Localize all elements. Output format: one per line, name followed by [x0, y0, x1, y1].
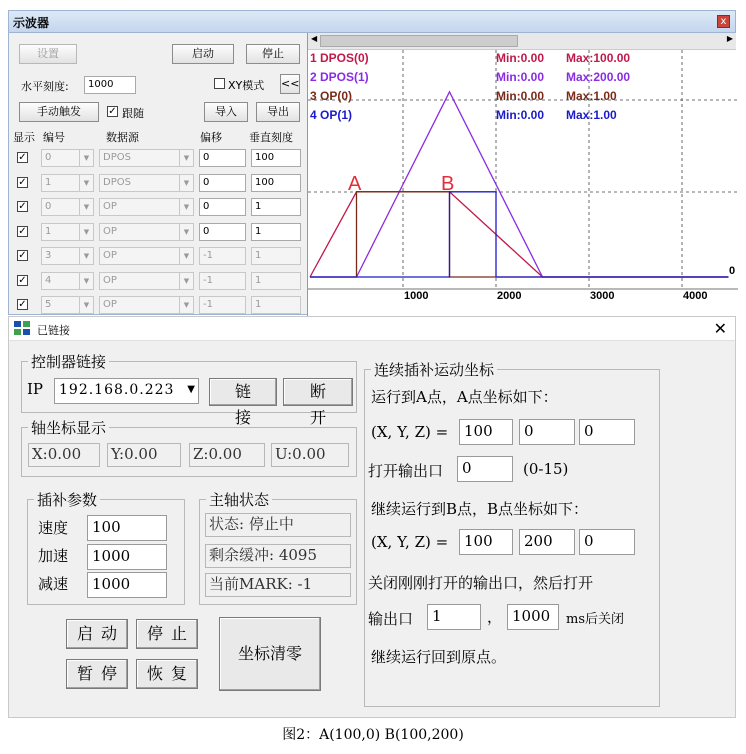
decel-label: 减速: [38, 575, 69, 593]
b-y-input[interactable]: 200: [519, 529, 575, 555]
channel-number-value: 1: [45, 176, 52, 188]
axis-z-readout: Z:0.00: [189, 443, 265, 467]
figure-caption: 图2：A(100,0) B(100,200): [282, 727, 464, 743]
open-output-input[interactable]: 0: [457, 456, 513, 482]
channel-source-value: DPOS: [103, 176, 131, 188]
horizontal-scrollbar[interactable]: [308, 33, 736, 50]
chevron-down-icon: ▼: [79, 175, 93, 191]
link-button[interactable]: 链 接: [209, 378, 277, 406]
controller-link-legend: 控制器链接: [31, 353, 107, 371]
col-vscale: 垂直刻度: [249, 131, 293, 144]
channel-offset-input[interactable]: 0: [199, 149, 246, 167]
channel-offset-input[interactable]: 0: [199, 198, 246, 216]
import-button[interactable]: 导入: [204, 102, 248, 122]
channel-show-checkbox[interactable]: ✓: [18, 225, 27, 237]
channel-number-value: 3: [45, 250, 52, 261]
resume-button[interactable]: 恢复: [136, 659, 198, 689]
open-output-label: 打开输出口: [368, 462, 444, 480]
control-dialog: [8, 316, 736, 718]
legend-min: Min:0.00: [496, 70, 545, 84]
scroll-thumb[interactable]: [320, 35, 518, 47]
delay-input[interactable]: 1000: [507, 604, 559, 630]
close-icon[interactable]: x: [717, 15, 730, 28]
channel-number-select[interactable]: [41, 149, 94, 167]
col-offset: 偏移: [200, 131, 222, 144]
channel-source-value: DPOS: [103, 152, 131, 163]
legend-max: Max:1.00: [566, 108, 617, 122]
channel-source-select[interactable]: [99, 247, 194, 265]
app-logo-icon: [14, 321, 30, 335]
channel-source-value: OP: [103, 274, 117, 286]
zero-label: 0: [729, 265, 736, 277]
window-title: 示波器: [13, 16, 50, 30]
follow-label: 跟随: [122, 107, 144, 120]
channel-source-value: OP: [103, 250, 117, 261]
channel-source-value: OP: [103, 299, 117, 310]
channel-offset-input[interactable]: 0: [199, 174, 246, 192]
chevron-down-icon: ▼: [79, 273, 93, 289]
speed-label: 速度: [38, 519, 69, 537]
comma-text: ，: [487, 608, 503, 626]
accel-input[interactable]: 1000: [87, 544, 167, 570]
channel-number-value: 4: [45, 274, 52, 286]
xy-mode-checkbox[interactable]: [214, 78, 225, 89]
channel-number-select[interactable]: [41, 272, 94, 290]
x-tick-label: 4000: [683, 290, 708, 302]
series-line: [310, 192, 729, 277]
step-output-text: 关闭刚刚打开的输出口，然后打开: [368, 574, 594, 592]
b-x-input[interactable]: 100: [459, 529, 513, 555]
series-line: [310, 192, 729, 277]
chevron-down-icon: ▼: [79, 199, 93, 215]
channel-number-value: 0: [45, 152, 52, 163]
channel-source-select[interactable]: [99, 272, 194, 290]
scroll-right-icon[interactable]: ▶: [726, 34, 733, 43]
output-range-hint: (0-15): [523, 460, 569, 478]
chevron-down-icon: ▼: [179, 273, 193, 289]
step-b-text: 继续运行到B点，B点坐标如下：: [371, 500, 589, 518]
channel-source-select[interactable]: [99, 149, 194, 167]
chevron-down-icon: ▼: [79, 224, 93, 240]
axis-y-readout: Y:0.00: [107, 443, 181, 467]
channel-source-value: OP: [103, 225, 117, 237]
step-a-text: 运行到A点，A点坐标如下：: [371, 388, 558, 406]
channel-show-checkbox[interactable]: ✓: [18, 176, 27, 188]
oscilloscope-titlebar: [9, 11, 735, 33]
clear-coords-button[interactable]: 坐标清零: [219, 617, 321, 691]
dialog-titlebar: [9, 317, 735, 341]
legend-min: Min:0.00: [496, 51, 545, 65]
chevron-down-icon: ▼: [187, 384, 196, 395]
channel-vscale-input[interactable]: 1: [251, 296, 301, 314]
oscilloscope-window: [8, 10, 736, 315]
chevron-down-icon: ▼: [179, 199, 193, 215]
channel-offset-input[interactable]: -1: [199, 272, 246, 290]
xy-mode-label: XY模式: [228, 79, 265, 92]
channel-number-select[interactable]: [41, 174, 94, 192]
export-button[interactable]: 导出: [256, 102, 300, 122]
x-tick-label: 2000: [497, 290, 522, 302]
col-num: 编号: [43, 131, 65, 144]
xyz-label-a: (X, Y, Z) =: [371, 423, 449, 441]
scroll-left-icon[interactable]: ◀: [311, 34, 318, 43]
legend-max: Max:100.00: [566, 51, 631, 65]
xyz-label-b: (X, Y, Z) =: [371, 533, 449, 551]
channel-number-select[interactable]: [41, 247, 94, 265]
collapse-button[interactable]: <<: [280, 74, 300, 94]
hscale-input[interactable]: 1000: [84, 76, 136, 94]
channel-vscale-input[interactable]: 1: [251, 247, 301, 265]
status-readout: 状态: 停止中: [205, 513, 351, 537]
scope-chart: [308, 50, 738, 316]
a-x-input[interactable]: 100: [459, 419, 513, 445]
channel-offset-input[interactable]: -1: [199, 247, 246, 265]
channel-number-select[interactable]: [41, 296, 94, 314]
chevron-down-icon: ▼: [179, 224, 193, 240]
stop-button[interactable]: 停止: [246, 44, 300, 64]
channel-number-select[interactable]: [41, 198, 94, 216]
legend-series-name: 1 DPOS(0): [310, 51, 369, 65]
channel-vscale-input[interactable]: 1: [251, 223, 301, 241]
start-button[interactable]: 启动: [172, 44, 234, 64]
legend-max: Max:1.00: [566, 89, 617, 103]
delay-suffix: ms后关闭: [566, 612, 624, 627]
accel-label: 加速: [38, 547, 69, 565]
speed-input[interactable]: 100: [87, 515, 167, 541]
chevron-down-icon: ▼: [179, 150, 193, 166]
x-tick-label: 1000: [404, 290, 429, 302]
ip-label: IP: [27, 380, 44, 398]
col-show: 显示: [13, 131, 35, 144]
buffer-readout: 剩余缓冲: 4095: [205, 544, 351, 568]
settings-button[interactable]: 设置: [19, 44, 77, 64]
chevron-down-icon: ▼: [79, 150, 93, 166]
channel-source-select[interactable]: [99, 223, 194, 241]
channel-show-checkbox[interactable]: ✓: [18, 250, 27, 261]
chevron-down-icon: ▼: [179, 175, 193, 191]
spindle-status-legend: 主轴状态: [209, 491, 270, 509]
channel-vscale-input[interactable]: 100: [251, 149, 301, 167]
continuous-interp-legend: 连续插补运动坐标: [374, 361, 495, 379]
dialog-close-icon[interactable]: ✕: [713, 319, 727, 338]
legend-min: Min:0.00: [496, 89, 545, 103]
marker-a-label: A: [348, 173, 362, 195]
channel-show-checkbox[interactable]: ✓: [18, 201, 27, 212]
ip-select[interactable]: [54, 378, 199, 404]
channel-source-value: OP: [103, 201, 117, 212]
disconnect-button[interactable]: 断 开: [283, 378, 353, 406]
axis-display-legend: 轴坐标显示: [31, 419, 107, 437]
decel-input[interactable]: 1000: [87, 572, 167, 598]
channel-source-select[interactable]: [99, 174, 194, 192]
axis-u-readout: U:0.00: [271, 443, 349, 467]
col-src: 数据源: [106, 131, 139, 144]
hscale-label: 水平刻度:: [21, 80, 69, 93]
marker-b-label: B: [441, 173, 455, 195]
channel-offset-input[interactable]: 0: [199, 223, 246, 241]
follow-checkbox[interactable]: ✓: [108, 106, 117, 117]
channel-vscale-input[interactable]: 100: [251, 174, 301, 192]
start-motion-button[interactable]: 启动: [66, 619, 128, 649]
stop-motion-button[interactable]: 停止: [136, 619, 198, 649]
chevron-down-icon: ▼: [179, 297, 193, 313]
x-tick-label: 3000: [590, 290, 615, 302]
chevron-down-icon: ▼: [79, 297, 93, 313]
scope-plot-area[interactable]: [307, 33, 737, 316]
channel-source-select[interactable]: [99, 198, 194, 216]
channel-vscale-input[interactable]: 1: [251, 272, 301, 290]
channel-number-value: 0: [45, 201, 52, 212]
channel-show-checkbox[interactable]: ✓: [18, 152, 27, 163]
legend-series-name: 3 OP(0): [310, 89, 353, 103]
legend-max: Max:200.00: [566, 70, 631, 84]
channel-number-select[interactable]: [41, 223, 94, 241]
b-z-input[interactable]: 0: [579, 529, 635, 555]
dialog-title: 已链接: [37, 324, 70, 337]
legend-min: Min:0.00: [496, 108, 545, 122]
series-line: [310, 192, 729, 277]
channel-show-checkbox[interactable]: ✓: [18, 274, 27, 286]
axis-x-readout: X:0.00: [28, 443, 100, 467]
channel-number-value: 1: [45, 225, 52, 237]
channel-vscale-input[interactable]: 1: [251, 198, 301, 216]
interp-params-legend: 插补参数: [37, 491, 98, 509]
channel-number-value: 5: [45, 299, 52, 310]
legend-series-name: 2 DPOS(1): [310, 70, 369, 84]
a-z-input[interactable]: 0: [579, 419, 635, 445]
a-y-input[interactable]: 0: [519, 419, 575, 445]
channel-source-select[interactable]: [99, 296, 194, 314]
manual-trigger-button[interactable]: 手动触发: [19, 102, 99, 122]
step-return-text: 继续运行回到原点。: [371, 648, 507, 666]
channel-show-checkbox[interactable]: ✓: [18, 299, 27, 310]
channel-offset-input[interactable]: -1: [199, 296, 246, 314]
mark-readout: 当前MARK: -1: [205, 573, 351, 597]
ip-value: 192.168.0.223: [59, 382, 175, 398]
output-input[interactable]: 1: [427, 604, 481, 630]
legend-series-name: 4 OP(1): [310, 108, 353, 122]
pause-button[interactable]: 暂停: [66, 659, 128, 689]
chevron-down-icon: ▼: [79, 248, 93, 264]
chevron-down-icon: ▼: [179, 248, 193, 264]
output-label: 输出口: [368, 610, 414, 628]
